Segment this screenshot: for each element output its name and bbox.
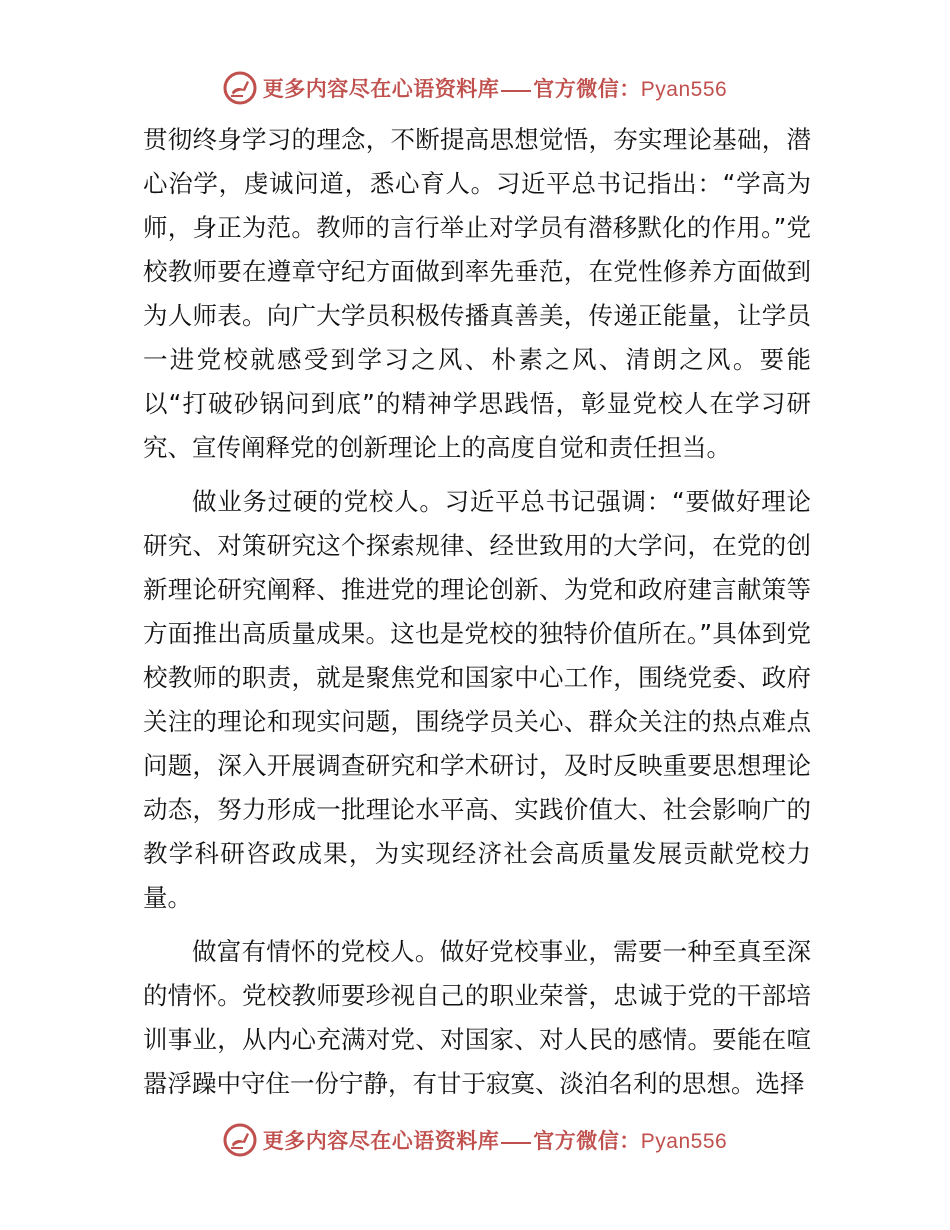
watermark-dash: [501, 90, 531, 92]
watermark-dash: [501, 1142, 531, 1144]
watermark-suffix: 官方微信：: [533, 76, 641, 101]
watermark-text: [263, 1125, 727, 1155]
watermark-banner-top: [0, 68, 950, 108]
book-pen-logo-icon: [223, 1123, 257, 1157]
paragraph-2: 做业务过硬的党校人。习近平总书记强调：“要做好理论研究、对策研究这个探索规律、经世致用的大学问，在党的创新理论研究阐释、推进党的理论创新、为党和政府建言献策等方面推出高质量成果。这也是党校的独特价值所在。”具体到党校教师的职责，就是聚焦党和国家中心工作，围绕党委、政府关注的理论和现实问题，围绕学员关心、群众关注的热点难点问题，深入开展调查研究和学术研讨，及时反映重要思想理论动态，努力形成一批理论水平高、实践价值大、社会影响广的教学科研咨政成果，为实现经济社会高质量发展贡献党校力量。: [143, 487, 811, 912]
book-pen-logo-icon: [223, 71, 257, 105]
paragraph-1: 贯彻终身学习的理念，不断提高思想觉悟，夯实理论基础，潜心治学，虔诚问道，悉心育人。习近平总书记指出：“学高为师，身正为范。教师的言行举止对学员有潜移默化的作用。”党校教师要在遵章守纪方面做到率先垂范，在党性修养方面做到为人师表。向广大学员积极传播真善美，传递正能量，让学员一进党校就感受到学习之风、朴素之风、清朗之风。要能以“打破砂锅问到底”的精神学思践悟，彰显党校人在学习研究、宣传阐释党的创新理论上的高度自觉和责任担当。: [143, 125, 811, 462]
watermark-suffix: 官方微信：: [533, 1128, 641, 1153]
watermark-main: 更多内容尽在心语资料库: [262, 1128, 500, 1153]
watermark-main: 更多内容尽在心语资料库: [262, 76, 500, 101]
document-body: [143, 118, 811, 1116]
watermark-banner-bottom: [0, 1120, 950, 1160]
watermark-id: Pyan556: [640, 1130, 728, 1153]
watermark-text: [263, 73, 727, 103]
watermark-id: Pyan556: [640, 78, 728, 101]
paragraph-3: 做富有情怀的党校人。做好党校事业，需要一种至真至深的情怀。党校教师要珍视自己的职业荣誉，忠诚于党的干部培训事业，从内心充满对党、对国家、对人民的感情。要能在喧嚣浮躁中守住一份宁静，有甘于寂寞、淡泊名利的思想。选择: [143, 937, 811, 1098]
